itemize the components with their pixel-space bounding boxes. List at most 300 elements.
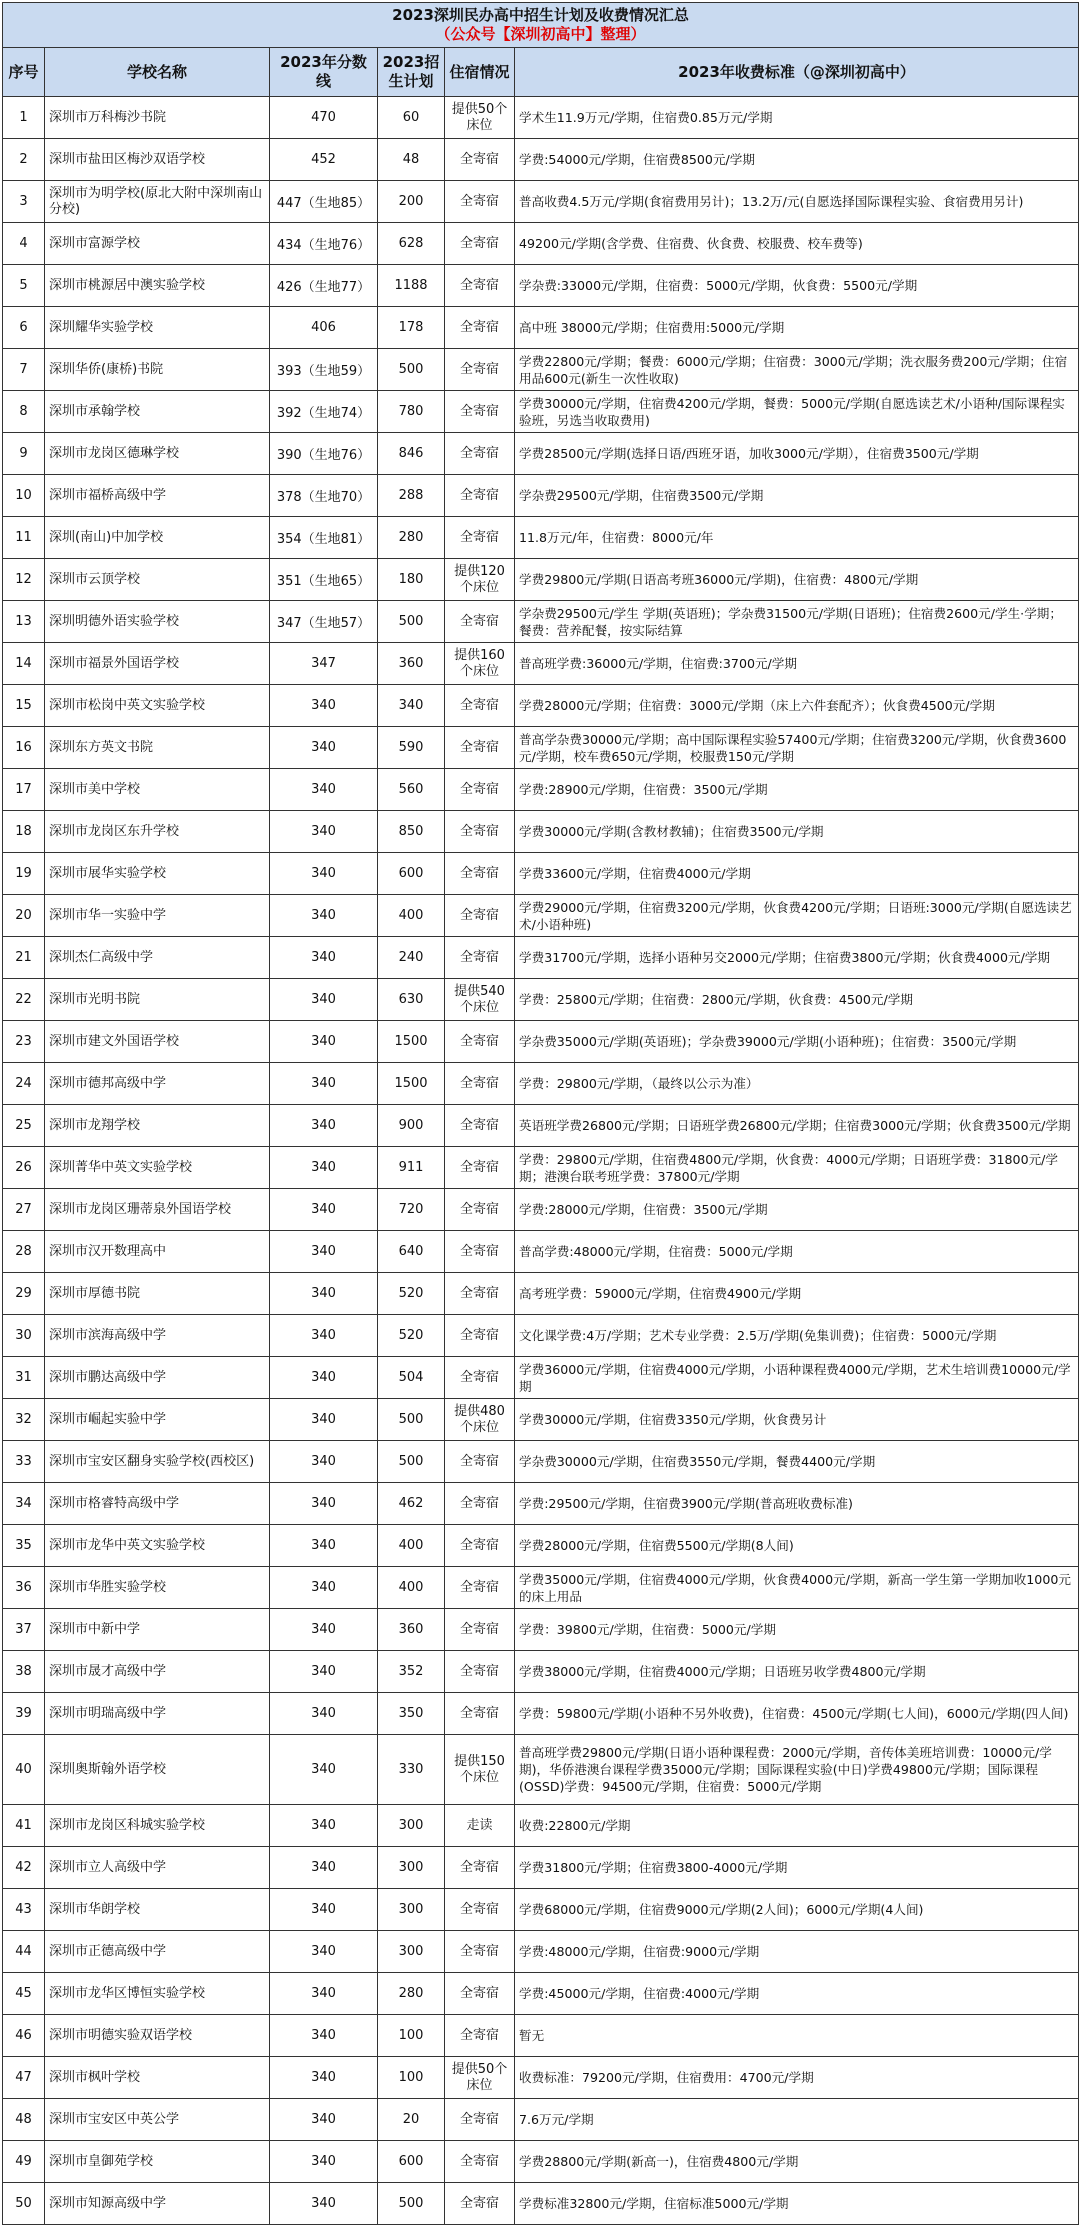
enrollment-plan: 20 xyxy=(378,2099,445,2141)
row-number: 23 xyxy=(3,1021,45,1063)
row-number: 32 xyxy=(3,1399,45,1441)
fee-standard: 学费:54000元/学期，住宿费8500元/学期 xyxy=(515,139,1079,181)
score-line: 340 xyxy=(270,979,378,1021)
school-name: 深圳市格睿特高级中学 xyxy=(45,1483,270,1525)
fee-standard: 学费30000元/学期，住宿费3350元/学期，伙食费另计 xyxy=(515,1399,1079,1441)
table-row xyxy=(3,1399,1079,1441)
school-name: 深圳市龙岗区德琳学校 xyxy=(45,433,270,475)
fee-standard: 学杂费29500元/学期，住宿费3500元/学期 xyxy=(515,475,1079,517)
score-line: 354（生地81） xyxy=(270,517,378,559)
table-row xyxy=(3,2057,1079,2099)
row-number: 39 xyxy=(3,1693,45,1735)
school-name: 深圳市知源高级中学 xyxy=(45,2183,270,2225)
dorm-status: 提供540个床位 xyxy=(445,979,515,1021)
enrollment-plan: 200 xyxy=(378,181,445,223)
school-name: 深圳市华一实验中学 xyxy=(45,895,270,937)
row-number: 12 xyxy=(3,559,45,601)
score-line: 347（生地57） xyxy=(270,601,378,643)
table-subtitle: （公众号【深圳初高中】整理） xyxy=(435,25,646,43)
dorm-status: 全寄宿 xyxy=(445,2183,515,2225)
score-line: 340 xyxy=(270,1609,378,1651)
enrollment-plan: 846 xyxy=(378,433,445,475)
fee-standard: 11.8万元/年，住宿费：8000元/年 xyxy=(515,517,1079,559)
school-name: 深圳市为明学校(原北大附中深圳南山分校) xyxy=(45,181,270,223)
score-line: 347 xyxy=(270,643,378,685)
row-number: 14 xyxy=(3,643,45,685)
fee-standard: 学术生11.9万元/学期，住宿费0.85万元/学期 xyxy=(515,97,1079,139)
school-name: 深圳市福桥高级中学 xyxy=(45,475,270,517)
school-name: 深圳市厚德书院 xyxy=(45,1273,270,1315)
dorm-status: 全寄宿 xyxy=(445,1063,515,1105)
row-number: 9 xyxy=(3,433,45,475)
school-name: 深圳杰仁高级中学 xyxy=(45,937,270,979)
score-line: 340 xyxy=(270,727,378,769)
dorm-status: 全寄宿 xyxy=(445,1105,515,1147)
row-number: 40 xyxy=(3,1735,45,1805)
row-number: 28 xyxy=(3,1231,45,1273)
table-row xyxy=(3,1315,1079,1357)
dorm-status: 提供120个床位 xyxy=(445,559,515,601)
enrollment-plan: 360 xyxy=(378,1609,445,1651)
school-name: 深圳耀华实验学校 xyxy=(45,307,270,349)
school-name: 深圳菁华中英文实验学校 xyxy=(45,1147,270,1189)
score-line: 447（生地85） xyxy=(270,181,378,223)
school-fee-table xyxy=(2,2,1079,2225)
school-name: 深圳市立人高级中学 xyxy=(45,1847,270,1889)
fee-standard: 学费：25800元/学期；住宿费：2800元/学期，伙食费：4500元/学期 xyxy=(515,979,1079,1021)
row-number: 8 xyxy=(3,391,45,433)
table-row xyxy=(3,265,1079,307)
fee-standard: 收费标准：79200元/学期，住宿费用：4700元/学期 xyxy=(515,2057,1079,2099)
dorm-status: 全寄宿 xyxy=(445,895,515,937)
score-line: 340 xyxy=(270,2099,378,2141)
row-number: 19 xyxy=(3,853,45,895)
table-row xyxy=(3,811,1079,853)
dorm-status: 全寄宿 xyxy=(445,1315,515,1357)
enrollment-plan: 720 xyxy=(378,1189,445,1231)
dorm-status: 走读 xyxy=(445,1805,515,1847)
school-name: 深圳市华朗学校 xyxy=(45,1889,270,1931)
fee-standard: 学杂费:33000元/学期，住宿费：5000元/学期，伙食费：5500元/学期 xyxy=(515,265,1079,307)
school-name: 深圳市华胜实验学校 xyxy=(45,1567,270,1609)
score-line: 340 xyxy=(270,2141,378,2183)
school-name: 深圳华侨(康桥)书院 xyxy=(45,349,270,391)
school-name: 深圳东方英文书院 xyxy=(45,727,270,769)
dorm-status: 全寄宿 xyxy=(445,1273,515,1315)
score-line: 392（生地74） xyxy=(270,391,378,433)
score-line: 340 xyxy=(270,1441,378,1483)
table-row xyxy=(3,1609,1079,1651)
dorm-status: 全寄宿 xyxy=(445,265,515,307)
enrollment-plan: 504 xyxy=(378,1357,445,1399)
row-number: 29 xyxy=(3,1273,45,1315)
fee-standard: 7.6万元/学期 xyxy=(515,2099,1079,2141)
school-name: 深圳市皇御苑学校 xyxy=(45,2141,270,2183)
school-name: 深圳市富源学校 xyxy=(45,223,270,265)
row-number: 21 xyxy=(3,937,45,979)
fee-standard: 学费29000元/学期，住宿费3200元/学期，伙食费4200元/学期；日语班:3000元/学期(自愿选读艺术/小语种班) xyxy=(515,895,1079,937)
dorm-status: 全寄宿 xyxy=(445,1231,515,1273)
school-name: 深圳市美中学校 xyxy=(45,769,270,811)
fee-standard: 学杂费35000元/学期(英语班)；学杂费39000元/学期(小语种班)；住宿费：3500元/学期 xyxy=(515,1021,1079,1063)
row-number: 5 xyxy=(3,265,45,307)
enrollment-plan: 60 xyxy=(378,97,445,139)
school-name: 深圳市中新中学 xyxy=(45,1609,270,1651)
dorm-status: 全寄宿 xyxy=(445,1693,515,1735)
enrollment-plan: 352 xyxy=(378,1651,445,1693)
school-name: 深圳市明瑞高级中学 xyxy=(45,1693,270,1735)
fee-standard: 学费：39800元/学期，住宿费：5000元/学期 xyxy=(515,1609,1079,1651)
enrollment-plan: 900 xyxy=(378,1105,445,1147)
dorm-status: 全寄宿 xyxy=(445,475,515,517)
score-line: 340 xyxy=(270,2015,378,2057)
row-number: 30 xyxy=(3,1315,45,1357)
school-name: 深圳市福景外国语学校 xyxy=(45,643,270,685)
dorm-status: 提供150个床位 xyxy=(445,1735,515,1805)
row-number: 6 xyxy=(3,307,45,349)
enrollment-plan: 1500 xyxy=(378,1063,445,1105)
header-school-name: 学校名称 xyxy=(45,48,270,97)
dorm-status: 全寄宿 xyxy=(445,1567,515,1609)
fee-standard: 学费：29800元/学期，（最终以公示为准） xyxy=(515,1063,1079,1105)
fee-standard: 学费35000元/学期，住宿费4000元/学期，伙食费4000元/学期，新高一学生第一学期加收1000元的床上用品 xyxy=(515,1567,1079,1609)
dorm-status: 全寄宿 xyxy=(445,1931,515,1973)
table-row xyxy=(3,2015,1079,2057)
fee-standard: 学费：59800元/学期(小语种不另外收费)，住宿费：4500元/学期(七人间)，6000元/学期(四人间) xyxy=(515,1693,1079,1735)
table-row xyxy=(3,517,1079,559)
row-number: 1 xyxy=(3,97,45,139)
table-row xyxy=(3,2099,1079,2141)
table-row xyxy=(3,391,1079,433)
dorm-status: 全寄宿 xyxy=(445,181,515,223)
row-number: 25 xyxy=(3,1105,45,1147)
row-number: 13 xyxy=(3,601,45,643)
score-line: 340 xyxy=(270,1315,378,1357)
score-line: 340 xyxy=(270,1889,378,1931)
table-row xyxy=(3,1525,1079,1567)
school-name: 深圳市龙华中英文实验学校 xyxy=(45,1525,270,1567)
enrollment-plan: 300 xyxy=(378,1805,445,1847)
enrollment-plan: 100 xyxy=(378,2015,445,2057)
table-row xyxy=(3,853,1079,895)
score-line: 434（生地76） xyxy=(270,223,378,265)
row-number: 48 xyxy=(3,2099,45,2141)
fee-standard: 学费:45000元/学期，住宿费:4000元/学期 xyxy=(515,1973,1079,2015)
table-row xyxy=(3,2183,1079,2225)
fee-standard: 文化课学费:4万/学期；艺术专业学费：2.5万/学期(免集训费)；住宿费：5000元/学期 xyxy=(515,1315,1079,1357)
table-row xyxy=(3,1567,1079,1609)
score-line: 340 xyxy=(270,853,378,895)
school-name: 深圳市建文外国语学校 xyxy=(45,1021,270,1063)
enrollment-plan: 300 xyxy=(378,1889,445,1931)
dorm-status: 全寄宿 xyxy=(445,1651,515,1693)
dorm-status: 全寄宿 xyxy=(445,1525,515,1567)
row-number: 36 xyxy=(3,1567,45,1609)
dorm-status: 全寄宿 xyxy=(445,811,515,853)
score-line: 351（生地65） xyxy=(270,559,378,601)
score-line: 452 xyxy=(270,139,378,181)
dorm-status: 提供160个床位 xyxy=(445,643,515,685)
fee-standard: 学杂费30000元/学期，住宿费3550元/学期，餐费4400元/学期 xyxy=(515,1441,1079,1483)
score-line: 340 xyxy=(270,2183,378,2225)
table-row xyxy=(3,1147,1079,1189)
dorm-status: 全寄宿 xyxy=(445,433,515,475)
enrollment-plan: 780 xyxy=(378,391,445,433)
enrollment-plan: 1188 xyxy=(378,265,445,307)
fee-standard: 学费38000元/学期，住宿费4000元/学期；日语班另收学费4800元/学期 xyxy=(515,1651,1079,1693)
table-title-row xyxy=(3,3,1079,48)
fee-standard: 普高学费:48000元/学期，住宿费：5000元/学期 xyxy=(515,1231,1079,1273)
enrollment-plan: 640 xyxy=(378,1231,445,1273)
enrollment-plan: 520 xyxy=(378,1273,445,1315)
enrollment-plan: 100 xyxy=(378,2057,445,2099)
table-title: 2023深圳民办高中招生计划及收费情况汇总 xyxy=(392,6,689,24)
table-row xyxy=(3,97,1079,139)
table-row xyxy=(3,475,1079,517)
dorm-status: 全寄宿 xyxy=(445,1847,515,1889)
dorm-status: 全寄宿 xyxy=(445,1357,515,1399)
dorm-status: 全寄宿 xyxy=(445,1189,515,1231)
row-number: 20 xyxy=(3,895,45,937)
header-plan: 2023招生计划 xyxy=(378,48,445,97)
row-number: 45 xyxy=(3,1973,45,2015)
dorm-status: 全寄宿 xyxy=(445,2015,515,2057)
fee-standard: 学费29800元/学期(日语高考班36000元/学期)，住宿费：4800元/学期 xyxy=(515,559,1079,601)
row-number: 35 xyxy=(3,1525,45,1567)
dorm-status: 提供50个床位 xyxy=(445,97,515,139)
table-row xyxy=(3,937,1079,979)
dorm-status: 全寄宿 xyxy=(445,2099,515,2141)
table-row xyxy=(3,2141,1079,2183)
score-line: 340 xyxy=(270,1931,378,1973)
fee-standard: 英语班学费26800元/学期；日语班学费26800元/学期；住宿费3000元/学期；伙食费3500元/学期 xyxy=(515,1105,1079,1147)
score-line: 340 xyxy=(270,1525,378,1567)
table-row xyxy=(3,1105,1079,1147)
fee-standard: 学费36000元/学期，住宿费4000元/学期，小语种课程费4000元/学期，艺术生培训费10000元/学期 xyxy=(515,1357,1079,1399)
dorm-status: 全寄宿 xyxy=(445,1609,515,1651)
enrollment-plan: 400 xyxy=(378,895,445,937)
table-row xyxy=(3,1805,1079,1847)
enrollment-plan: 178 xyxy=(378,307,445,349)
row-number: 27 xyxy=(3,1189,45,1231)
row-number: 37 xyxy=(3,1609,45,1651)
score-line: 406 xyxy=(270,307,378,349)
score-line: 340 xyxy=(270,1805,378,1847)
fee-standard: 学费28000元/学期；住宿费：3000元/学期（床上六件套配齐）；伙食费4500元/学期 xyxy=(515,685,1079,727)
row-number: 41 xyxy=(3,1805,45,1847)
school-name: 深圳市正德高级中学 xyxy=(45,1931,270,1973)
score-line: 340 xyxy=(270,1651,378,1693)
score-line: 390（生地76） xyxy=(270,433,378,475)
fee-standard: 普高班学费29800元/学期(日语小语种课程费：2000元/学期，音传体美班培训费：10000元/学期)，华侨港澳台课程学费35000元/学期；国际课程实验(中日)学费49800元/学期；国际课程(OSSD)学费：94500元/学期，住宿费：5000元/学期 xyxy=(515,1735,1079,1805)
fee-standard: 学费28800元/学期(新高一)，住宿费4800元/学期 xyxy=(515,2141,1079,2183)
score-line: 340 xyxy=(270,1399,378,1441)
fee-standard: 学费33600元/学期，住宿费4000元/学期 xyxy=(515,853,1079,895)
enrollment-plan: 628 xyxy=(378,223,445,265)
table-row xyxy=(3,1693,1079,1735)
fee-standard: 学费31700元/学期，选择小语种另交2000元/学期；住宿费3800元/学期；伙食费4000元/学期 xyxy=(515,937,1079,979)
fee-standard: 学杂费29500元/学生 学期(英语班)；学杂费31500元/学期(日语班)；住宿费2600元/学生·学期；餐费：营养配餐，按实际结算 xyxy=(515,601,1079,643)
table-title-cell xyxy=(3,3,1079,48)
score-line: 340 xyxy=(270,2057,378,2099)
enrollment-plan: 288 xyxy=(378,475,445,517)
enrollment-plan: 600 xyxy=(378,2141,445,2183)
dorm-status: 全寄宿 xyxy=(445,307,515,349)
school-name: 深圳市龙岗区东升学校 xyxy=(45,811,270,853)
score-line: 340 xyxy=(270,1273,378,1315)
dorm-status: 全寄宿 xyxy=(445,139,515,181)
enrollment-plan: 350 xyxy=(378,1693,445,1735)
table-row xyxy=(3,1063,1079,1105)
school-name: 深圳市桃源居中澳实验学校 xyxy=(45,265,270,307)
score-line: 340 xyxy=(270,1567,378,1609)
row-number: 24 xyxy=(3,1063,45,1105)
row-number: 2 xyxy=(3,139,45,181)
score-line: 340 xyxy=(270,1357,378,1399)
row-number: 15 xyxy=(3,685,45,727)
fee-standard: 学费:28000元/学期，住宿费：3500元/学期 xyxy=(515,1189,1079,1231)
score-line: 470 xyxy=(270,97,378,139)
fee-standard: 学费30000元/学期，住宿费4200元/学期，餐费：5000元/学期(自愿选读艺术/小语种/国际课程实验班，另选当收取费用) xyxy=(515,391,1079,433)
table-row xyxy=(3,1021,1079,1063)
score-line: 340 xyxy=(270,1231,378,1273)
fee-standard: 学费:29500元/学期，住宿费3900元/学期(普高班收费标准) xyxy=(515,1483,1079,1525)
enrollment-plan: 300 xyxy=(378,1931,445,1973)
header-fee: 2023年收费标准（@深圳初高中） xyxy=(515,48,1079,97)
enrollment-plan: 280 xyxy=(378,517,445,559)
dorm-status: 全寄宿 xyxy=(445,937,515,979)
fee-standard: 学费:48000元/学期，住宿费:9000元/学期 xyxy=(515,1931,1079,1973)
enrollment-plan: 630 xyxy=(378,979,445,1021)
school-name: 深圳市枫叶学校 xyxy=(45,2057,270,2099)
fee-standard: 高考班学费：59000元/学期，住宿费4900元/学期 xyxy=(515,1273,1079,1315)
row-number: 42 xyxy=(3,1847,45,1889)
school-name: 深圳市光明书院 xyxy=(45,979,270,1021)
table-row xyxy=(3,1973,1079,2015)
enrollment-plan: 1500 xyxy=(378,1021,445,1063)
school-name: 深圳市汉开数理高中 xyxy=(45,1231,270,1273)
score-line: 340 xyxy=(270,1147,378,1189)
school-name: 深圳市明德实验双语学校 xyxy=(45,2015,270,2057)
school-name: 深圳市崛起实验中学 xyxy=(45,1399,270,1441)
score-line: 340 xyxy=(270,895,378,937)
dorm-status: 全寄宿 xyxy=(445,727,515,769)
table-row xyxy=(3,139,1079,181)
row-number: 47 xyxy=(3,2057,45,2099)
school-name: 深圳(南山)中加学校 xyxy=(45,517,270,559)
school-name: 深圳市龙岗区珊蒂泉外国语学校 xyxy=(45,1189,270,1231)
score-line: 340 xyxy=(270,811,378,853)
table-row xyxy=(3,223,1079,265)
row-number: 16 xyxy=(3,727,45,769)
school-name: 深圳市龙华区博恒实验学校 xyxy=(45,1973,270,2015)
dorm-status: 全寄宿 xyxy=(445,769,515,811)
school-name: 深圳市盐田区梅沙双语学校 xyxy=(45,139,270,181)
dorm-status: 提供50个床位 xyxy=(445,2057,515,2099)
school-name: 深圳市龙翔学校 xyxy=(45,1105,270,1147)
school-name: 深圳市万科梅沙书院 xyxy=(45,97,270,139)
school-name: 深圳市晟才高级中学 xyxy=(45,1651,270,1693)
table-row xyxy=(3,643,1079,685)
header-dorm: 住宿情况 xyxy=(445,48,515,97)
score-line: 378（生地70） xyxy=(270,475,378,517)
dorm-status: 全寄宿 xyxy=(445,1483,515,1525)
table-row xyxy=(3,1357,1079,1399)
row-number: 4 xyxy=(3,223,45,265)
table-row xyxy=(3,181,1079,223)
dorm-status: 全寄宿 xyxy=(445,517,515,559)
score-line: 340 xyxy=(270,1847,378,1889)
school-name: 深圳市宝安区翻身实验学校(西校区) xyxy=(45,1441,270,1483)
dorm-status: 全寄宿 xyxy=(445,349,515,391)
table-row xyxy=(3,769,1079,811)
header-score: 2023年分数线 xyxy=(270,48,378,97)
score-line: 340 xyxy=(270,1105,378,1147)
enrollment-plan: 500 xyxy=(378,2183,445,2225)
table-row xyxy=(3,601,1079,643)
table-row xyxy=(3,895,1079,937)
score-line: 340 xyxy=(270,1189,378,1231)
table-header-row xyxy=(3,48,1079,97)
row-number: 22 xyxy=(3,979,45,1021)
row-number: 31 xyxy=(3,1357,45,1399)
dorm-status: 全寄宿 xyxy=(445,1441,515,1483)
dorm-status: 全寄宿 xyxy=(445,1973,515,2015)
fee-standard: 学费22800元/学期；餐费：6000元/学期；住宿费：3000元/学期；洗衣服务费200元/学期；住宿用品600元(新生一次性收取) xyxy=(515,349,1079,391)
fee-standard: 学费30000元/学期(含教材教辅)；住宿费3500元/学期 xyxy=(515,811,1079,853)
table-row xyxy=(3,685,1079,727)
fee-standard: 学费:28900元/学期，住宿费：3500元/学期 xyxy=(515,769,1079,811)
dorm-status: 全寄宿 xyxy=(445,1889,515,1931)
table-row xyxy=(3,1483,1079,1525)
enrollment-plan: 400 xyxy=(378,1567,445,1609)
fee-summary-sheet xyxy=(2,2,1078,2225)
row-number: 44 xyxy=(3,1931,45,1973)
score-line: 340 xyxy=(270,1693,378,1735)
dorm-status: 全寄宿 xyxy=(445,391,515,433)
enrollment-plan: 600 xyxy=(378,853,445,895)
enrollment-plan: 911 xyxy=(378,1147,445,1189)
row-number: 50 xyxy=(3,2183,45,2225)
school-name: 深圳市滨海高级中学 xyxy=(45,1315,270,1357)
row-number: 7 xyxy=(3,349,45,391)
fee-standard: 高中班 38000元/学期；住宿费用:5000元/学期 xyxy=(515,307,1079,349)
dorm-status: 提供480个床位 xyxy=(445,1399,515,1441)
table-row xyxy=(3,349,1079,391)
enrollment-plan: 520 xyxy=(378,1315,445,1357)
table-row xyxy=(3,1735,1079,1805)
table-row xyxy=(3,979,1079,1021)
table-row xyxy=(3,1931,1079,1973)
score-line: 340 xyxy=(270,1063,378,1105)
row-number: 34 xyxy=(3,1483,45,1525)
row-number: 43 xyxy=(3,1889,45,1931)
enrollment-plan: 280 xyxy=(378,1973,445,2015)
enrollment-plan: 500 xyxy=(378,601,445,643)
row-number: 46 xyxy=(3,2015,45,2057)
dorm-status: 全寄宿 xyxy=(445,601,515,643)
row-number: 33 xyxy=(3,1441,45,1483)
enrollment-plan: 48 xyxy=(378,139,445,181)
school-name: 深圳市龙岗区科城实验学校 xyxy=(45,1805,270,1847)
enrollment-plan: 462 xyxy=(378,1483,445,1525)
dorm-status: 全寄宿 xyxy=(445,853,515,895)
fee-standard: 学费28000元/学期，住宿费5500元/学期(8人间) xyxy=(515,1525,1079,1567)
enrollment-plan: 850 xyxy=(378,811,445,853)
fee-standard: 普高学杂费30000元/学期；高中国际课程实验57400元/学期；住宿费3200元/学期，伙食费3600元/学期，校车费650元/学期，校服费150元/学期 xyxy=(515,727,1079,769)
school-name: 深圳市德邦高级中学 xyxy=(45,1063,270,1105)
school-name: 深圳市宝安区中英公学 xyxy=(45,2099,270,2141)
